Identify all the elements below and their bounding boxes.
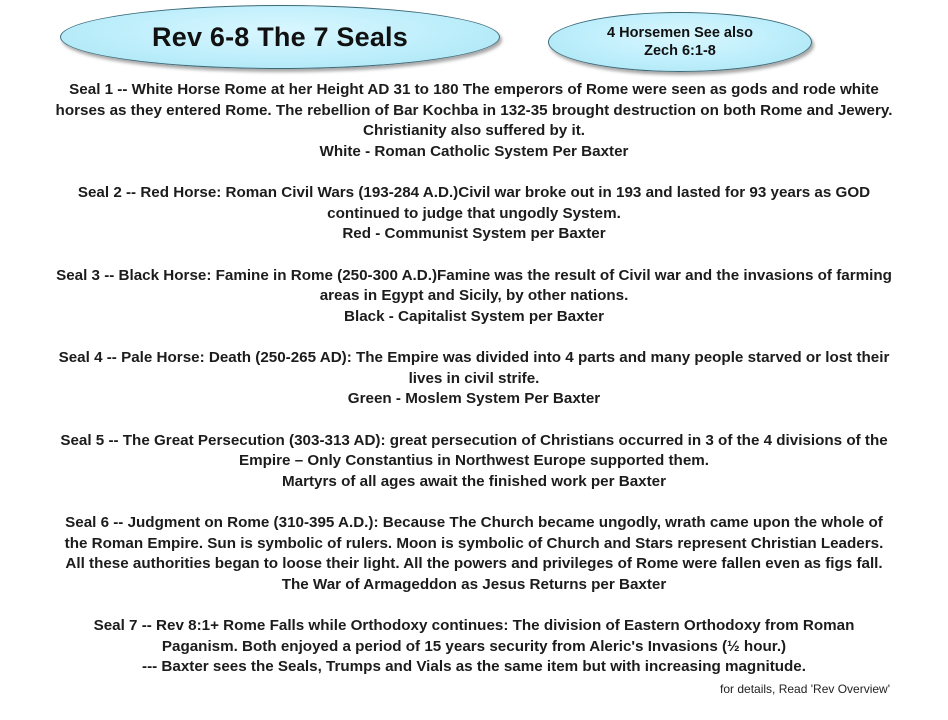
seal-2-line-2: continued to judge that ungodly System. (327, 204, 621, 222)
seals-list (0, 80, 948, 699)
seal-4 (0, 348, 948, 410)
cross-reference-line-1: 4 Horsemen See also (607, 25, 753, 41)
seal-4-line-2: lives in civil strife. (408, 369, 540, 387)
seal-7-line-3: --- Baxter sees the Seals, Trumps and Vials as the same item but with increasing magnitude. (142, 658, 806, 675)
seal-7-line-2: Paganism. Both enjoyed a period of 15 years security from Aleric's Invasions (½ hour.) (161, 637, 787, 655)
seal-3-line-2: areas in Egypt and Sicily, by other nations. (319, 287, 629, 304)
seal-4-line-1: Seal 4 -- Pale Horse: Death (250-265 AD): The Empire was divided into 4 parts and many people starved or lost their (58, 349, 890, 366)
seal-6-line-2: the Roman Empire. Sun is symbolic of rulers. Moon is symbolic of Church and Stars represent Christian Leaders. (64, 534, 884, 552)
seal-1-line-2: horses as they entered Rome. The rebellion of Bar Kochba in 132-35 brought destruction on both Rome and Jewery. (55, 101, 893, 119)
seal-3 (0, 266, 948, 328)
seal-7-line-1: Seal 7 -- Rev 8:1+ Rome Falls while Orthodoxy continues: The division of Eastern Orthodoxy from Roman (93, 617, 855, 634)
seal-5-line-3: Martyrs of all ages await the finished work per Baxter (281, 472, 667, 490)
seal-2-line-1: Seal 2 -- Red Horse: Roman Civil Wars (193-284 A.D.)Civil war broke out in 193 and lasted for 93 years as GOD (77, 184, 871, 201)
footnote: for details, Read 'Rev Overview' (720, 682, 890, 696)
seal-7 (0, 616, 948, 678)
seal-5-line-1: Seal 5 -- The Great Persecution (303-313 AD): great persecution of Christians occurred in 3 of the 4 divisions of the (60, 431, 888, 449)
seal-2 (0, 183, 948, 245)
seal-1-line-3: Christianity also suffered by it. (363, 122, 585, 139)
seal-1-line-4: White - Roman Catholic System Per Baxter (319, 142, 629, 160)
seal-6-line-3: All these authorities began to loose their light. All the powers and privileges of Rome were fallen even as figs fall. (65, 555, 883, 572)
seal-1-line-1: Seal 1 -- White Horse Rome at her Height AD 31 to 180 The emperors of Rome were seen as gods and rode white (69, 81, 879, 98)
seal-3-line-3: Black - Capitalist System per Baxter (344, 307, 604, 325)
seal-6-line-4: The War of Armageddon as Jesus Returns per Baxter (281, 575, 667, 593)
seal-1 (0, 80, 948, 162)
seal-6-line-1: Seal 6 -- Judgment on Rome (310-395 A.D.): Because The Church became ungodly, wrath came upon the whole of (65, 514, 883, 531)
seal-6 (0, 513, 948, 595)
page-title: Rev 6-8 The 7 Seals (152, 21, 408, 52)
seal-2-line-3: Red - Communist System per Baxter (342, 225, 606, 242)
seal-4-line-3: Green - Moslem System Per Baxter (347, 390, 601, 407)
cross-reference-oval (548, 12, 812, 72)
seal-3-line-1: Seal 3 -- Black Horse: Famine in Rome (250-300 A.D.)Famine was the result of Civil war and the invasions of farming (56, 266, 892, 284)
title-oval (60, 5, 500, 69)
seal-5 (0, 431, 948, 493)
cross-reference-line-2: Zech 6:1-8 (644, 43, 716, 59)
seal-5-line-2: Empire – Only Constantius in Northwest Europe supported them. (238, 452, 710, 469)
